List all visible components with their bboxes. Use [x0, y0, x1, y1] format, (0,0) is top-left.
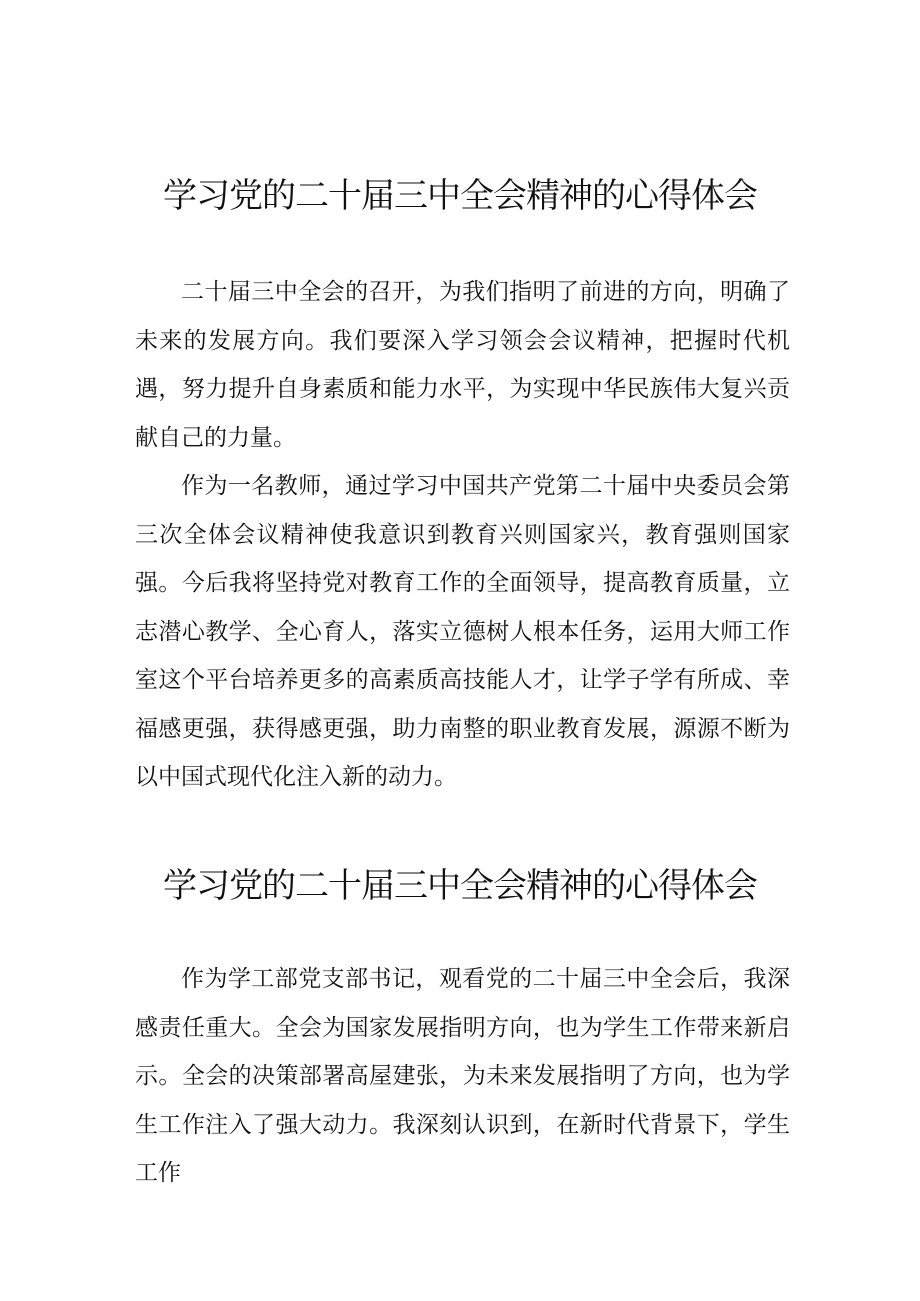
section-1-title: 学习党的二十届三中全会精神的心得体会 — [163, 176, 757, 216]
section-1-paragraph-2: 作为一名教师，通过学习中国共产党第二十届中央委员会第三次全体会议精神使我意识到教育兴则国家兴，教育强则国家强。今后我将坚持党对教育工作的全面领导，提高教育质量，立志潜心教学、全心育人，落实立德树人根本任务，运用大师工作室这个平台培养更多的高素质高技能人才，让学子学有所成、幸福感更强，获得感更强，助力南整的职业教育发展，源源不断为以中国式现代化注入新的动力。 — [135, 473, 790, 790]
section-2-paragraph-1: 作为学工部党支部书记，观看党的二十届三中全会后，我深感责任重大。全会为国家发展指明方向，也为学生工作带来新启示。全会的决策部署高屋建张，为未来发展指明了方向，也为学生工作注入了强大动力。我深刻认识到，在新时代背景下，学生工作 — [135, 966, 790, 1186]
section-1-paragraph-1: 二十届三中全会的召开，为我们指明了前进的方向，明确了未来的发展方向。我们要深入学习领会会议精神，把握时代机遇，努力提升自身素质和能力水平，为实现中华民族伟大复兴贡献自己的力量。 — [135, 279, 790, 451]
section-2-title: 学习党的二十届三中全会精神的心得体会 — [163, 866, 757, 906]
